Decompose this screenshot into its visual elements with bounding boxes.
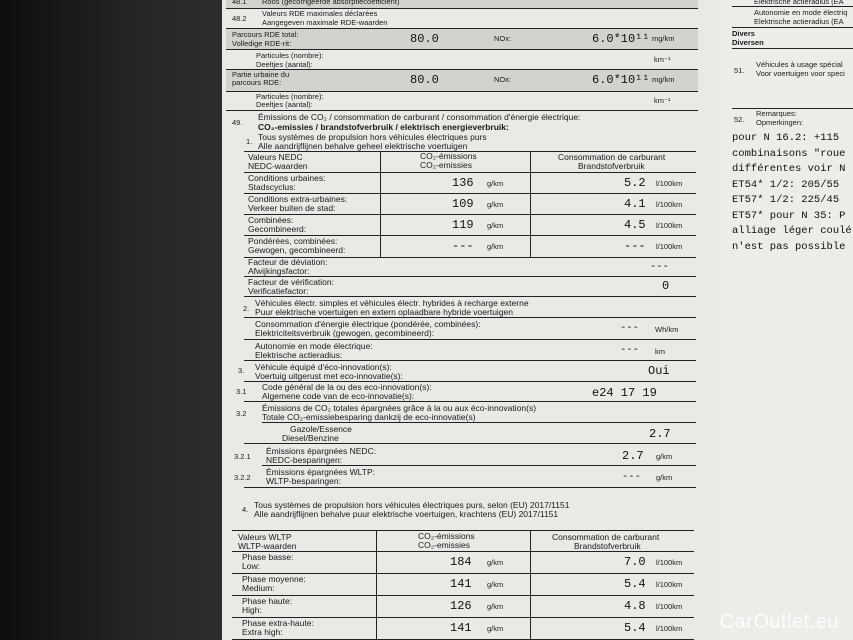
wltp-header-nl: WLTP-waarden (238, 541, 297, 551)
s1-nl: Alle aandrijflijnen behalve geheel elektrische voertuigen (258, 141, 468, 151)
nedc-header-fuel-fr: Consommation de carburant (558, 152, 666, 162)
right-t2: Autonomie en mode électriq (754, 8, 848, 17)
n51-num: 51. (734, 66, 745, 75)
s31-nl: Algemene code van de eco-innovatie(s): (262, 391, 415, 401)
s321-fr: Émissions épargnées NEDC: (266, 446, 377, 456)
column-divider (376, 530, 377, 640)
elec-cons-nl: Elektriciteitsverbruik (gewogen, gecombineerd): (255, 328, 435, 338)
s321-num: 3.2.1 (234, 452, 251, 461)
s31-num: 3.1 (236, 387, 247, 396)
n51-fr: Véhicules à usage spécial (756, 60, 843, 69)
rule (244, 317, 696, 318)
verification-fr: Facteur de vérification: (248, 277, 334, 287)
rde-total-nl: Volledige RDE-rit: (232, 39, 292, 48)
nedc-row-fuel: 4.1 (624, 197, 646, 211)
wltp-row-co2-unit: g/km (487, 580, 504, 589)
wltp-row-label-fr: Phase extra-haute: (242, 618, 314, 628)
rule (226, 49, 698, 50)
unit: Wh/km (655, 325, 679, 334)
s3-value: Oui (648, 364, 670, 378)
wltp-row-label-nl: Low: (242, 561, 260, 571)
s32-num: 3.2 (236, 409, 247, 418)
wltp-row-co2: 126 (450, 599, 472, 613)
s49-fr: Émissions de CO₂ / consommation de carburant / consommation d'énergie électrique: (258, 112, 581, 122)
nedc-header-fuel-nl: Brandstofverbruik (578, 161, 645, 171)
wltp-header-co2-fr: CO₂-émissions (418, 531, 475, 541)
wltp-row-fuel: 5.4 (624, 621, 646, 635)
r481-num: 48.1 (232, 0, 247, 6)
particles-nl: Deeltjes (aantal): (256, 60, 313, 69)
wltp-row-fuel-unit: l/100km (656, 580, 683, 589)
wltp-row-fuel-unit: l/100km (656, 602, 683, 611)
nedc-row-co2-unit: g/km (487, 200, 504, 209)
wltp-header-co2-nl: CO₂-emissies (418, 540, 470, 550)
urban-nox: 6.0*10¹¹ (592, 73, 650, 87)
s32-fr: Émissions de CO₂ totales épargnées grâce à la ou aux éco-innovation(s) (262, 403, 537, 413)
nedc-row-co2: 136 (452, 176, 474, 190)
s3-nl: Voertuig uitgerust met eco-innovatie(s): (255, 371, 403, 381)
rde-total-fr: Parcours RDE total: (232, 30, 299, 39)
n52-num: 52. (734, 115, 745, 124)
remark-line: alliage léger coulé (732, 225, 852, 237)
s4-fr: Tous systèmes de propulsion hors véhicules électriques purs, selon (EU) 2017/1151 (254, 500, 570, 510)
r482-fr: Valeurs RDE maximales déclarées (262, 9, 378, 18)
urban-fr: Partie urbaine du (232, 70, 290, 79)
nedc-row-co2-unit: g/km (487, 242, 504, 251)
rule (244, 214, 696, 215)
wltp-row-co2: 141 (450, 621, 472, 635)
s31-value: e24 17 19 (592, 386, 657, 400)
divers-fr: Divers (732, 29, 755, 38)
wltp-row-co2: 184 (450, 555, 472, 569)
divers-nl: Diversen (732, 38, 764, 47)
rule (244, 443, 696, 444)
remark-line: combinaisons "roue (732, 147, 846, 160)
s32-fuel-fr: Gazole/Essence (290, 424, 352, 434)
deviation-fr: Facteur de déviation: (248, 257, 328, 267)
nedc-row-fuel-unit: l/100km (656, 179, 683, 188)
column-divider (530, 151, 531, 257)
rule (244, 487, 696, 488)
nedc-row-co2: --- (452, 239, 474, 253)
wltp-row-fuel-unit: l/100km (656, 624, 683, 633)
s322-fr: Émissions épargnées WLTP: (266, 467, 375, 477)
column-divider (380, 151, 381, 257)
rule (262, 422, 696, 423)
wltp-row-fuel-unit: l/100km (656, 558, 683, 567)
wltp-row-label-nl: Extra high: (242, 627, 283, 637)
wltp-row-label-fr: Phase moyenne: (242, 574, 306, 584)
rule (244, 401, 696, 402)
wltp-row-label-fr: Phase haute: (242, 596, 293, 606)
nedc-header-co2-nl: CO₂-emissies (420, 160, 472, 170)
nedc-row-label-nl: Gecombineerd: (248, 224, 307, 234)
s2-num: 2. (243, 304, 250, 313)
wltp-row-co2-unit: g/km (487, 624, 504, 633)
nedc-row-co2: 109 (452, 197, 474, 211)
autonomy-nl: Elektrische actieradius: (255, 350, 343, 360)
s4-nl: Alle aandrijflijnen behalve puur elektrische voertuigen, krachtens (EU) 2017/1151 (254, 509, 559, 519)
nedc-row-label-fr: Pondérées, combinées: (248, 236, 338, 246)
nedc-row-co2-unit: g/km (487, 221, 504, 230)
nedc-header-nl: NEDC-waarden (248, 161, 308, 171)
n51-nl: Voor voertuigen voor speci (756, 69, 845, 78)
urban-fr2: parcours RDE: (232, 78, 282, 87)
s32-fuel-nl: Diesel/Benzine (282, 433, 339, 443)
rule (226, 110, 698, 111)
rule (232, 551, 694, 552)
nedc-row-co2: 119 (452, 218, 474, 232)
wltp-row-fuel: 7.0 (624, 555, 646, 569)
s2-fr: Véhicules électr. simples et véhicules électr. hybrides à recharge externe (255, 298, 529, 308)
autonomy-fr: Autonomie en mode électrique: (255, 341, 373, 351)
wltp-row-label-fr: Phase basse: (242, 552, 294, 562)
s32-value: 2.7 (649, 427, 671, 441)
particles-fr: Particules (nombre): (256, 92, 324, 101)
remark-line: ET57* pour N 35: P (732, 209, 846, 222)
s1-num: 1. (246, 137, 253, 146)
s322-value: --- (622, 471, 641, 483)
column-divider (530, 530, 531, 640)
nedc-row-label-fr: Conditions extra-urbaines: (248, 194, 348, 204)
s321-nl: NEDC-besparingen: (266, 455, 343, 465)
rule (732, 48, 853, 49)
particles-nl: Deeltjes (aantal): (256, 100, 313, 109)
s1-fr: Tous systèmes de propulsion hors véhicules électriques purs (258, 132, 487, 142)
document-page-right (720, 0, 853, 640)
wltp-row-fuel: 5.4 (624, 577, 646, 591)
s31-fr: Code général de la ou des eco-innovation(s): (262, 382, 432, 392)
nedc-row-label-fr: Combinées: (248, 215, 294, 225)
unit: km (655, 347, 665, 356)
s32-nl: Totale CO₂-emissiebesparing dankzij de eco-innovatie(s) (262, 412, 476, 422)
right-t3: Elektrische actieradius (EA (754, 17, 844, 26)
urban-value: 80.0 (410, 73, 439, 87)
nedc-row-fuel: --- (624, 239, 646, 253)
s3-fr: Véhicule équipé d'éco-innovation(s): (255, 362, 392, 372)
unit: mg/km (652, 34, 675, 43)
rule (244, 360, 696, 361)
r481-text: Roos (gecorrigeerde absorptiecoëfficiënt) (262, 0, 400, 6)
rule (262, 465, 696, 466)
nedc-row-fuel-unit: l/100km (656, 200, 683, 209)
unit: g/km (656, 473, 673, 482)
rde-total-value: 80.0 (410, 32, 439, 46)
verification-value: 0 (662, 279, 670, 293)
s322-num: 3.2.2 (234, 473, 251, 482)
unit: g/km (656, 452, 673, 461)
autonomy-value: --- (620, 344, 639, 356)
remark-line: n'est pas possible (732, 240, 846, 253)
r482-nl: Aangegeven maximale RDE-waarden (262, 18, 388, 27)
unit: mg/km (652, 75, 675, 84)
s4-num: 4. (242, 505, 249, 514)
n52-nl: Opmerkingen: (756, 118, 804, 127)
rule (244, 296, 696, 297)
remark-line: ET54* 1/2: 205/55 (732, 178, 840, 191)
s2-nl: Puur elektrische voertuigen en extern oplaadbare hybride voertuigen (255, 307, 513, 317)
nox-label: NOx: (494, 34, 512, 43)
remark-line: ET57* 1/2: 225/45 (732, 194, 840, 206)
wltp-row-label-nl: Medium: (242, 583, 275, 593)
nox-label: NOx: (494, 75, 512, 84)
unit: km⁻¹ (654, 96, 671, 105)
elec-cons-value: --- (620, 322, 639, 334)
rule (244, 339, 696, 340)
right-t1: Elektrische actieradius (EA (754, 0, 844, 6)
wltp-row-co2-unit: g/km (487, 558, 504, 567)
nedc-row-co2-unit: g/km (487, 179, 504, 188)
wltp-header-fuel-fr: Consommation de carburant (552, 532, 660, 542)
nedc-row-label-nl: Verkeer buiten de stad: (248, 203, 336, 213)
r482-num: 48.2 (232, 14, 247, 23)
elec-cons-fr: Consommation d'énergie électrique (pondérée, combinées): (255, 319, 481, 329)
unit: km⁻¹ (654, 55, 671, 64)
wltp-row-co2: 141 (450, 577, 472, 591)
nedc-row-fuel: 5.2 (624, 176, 646, 190)
nedc-row-fuel-unit: l/100km (656, 242, 683, 251)
nedc-row-fuel: 4.5 (624, 218, 646, 232)
deviation-value: --- (650, 261, 669, 273)
remark-line: différentes voir N (732, 163, 846, 175)
particles-fr: Particules (nombre): (256, 51, 324, 60)
nedc-row-fuel-unit: l/100km (656, 221, 683, 230)
rule (732, 27, 853, 28)
nedc-header-co2-fr: CO₂-émissions (420, 151, 477, 161)
nedc-header-fr: Valeurs NEDC (248, 152, 303, 162)
nedc-row-label-nl: Stadscyclus: (248, 182, 296, 192)
s322-nl: WLTP-besparingen: (266, 476, 341, 486)
wltp-row-label-nl: High: (242, 605, 262, 615)
background-left (0, 0, 230, 640)
s49-num: 49. (232, 118, 243, 127)
verification-nl: Verificatiefactor: (248, 286, 309, 296)
wltp-row-fuel: 4.8 (624, 599, 646, 613)
nedc-row-label-fr: Conditions urbaines: (248, 173, 326, 183)
wltp-header-fuel-nl: Brandstofverbruik (574, 541, 641, 551)
nedc-row-label-nl: Gewogen, gecombineerd: (248, 245, 346, 255)
s321-value: 2.7 (622, 449, 644, 463)
remark-line: pour N 16.2: +115 (732, 132, 840, 144)
wltp-header-fr: Valeurs WLTP (238, 532, 292, 542)
rule (232, 595, 694, 596)
watermark-logo: CarOutlet.eu (719, 611, 839, 633)
wltp-row-co2-unit: g/km (487, 602, 504, 611)
rule (732, 6, 853, 7)
n52-fr: Remarques: (756, 109, 797, 118)
deviation-nl: Afwijkingsfactor: (248, 266, 310, 276)
s49-nl: CO₂-emissies / brandstofverbruik / elektrisch energieverbruik: (258, 122, 509, 132)
rde-total-nox: 6.0*10¹¹ (592, 32, 650, 46)
s3-num: 3. (238, 366, 245, 375)
